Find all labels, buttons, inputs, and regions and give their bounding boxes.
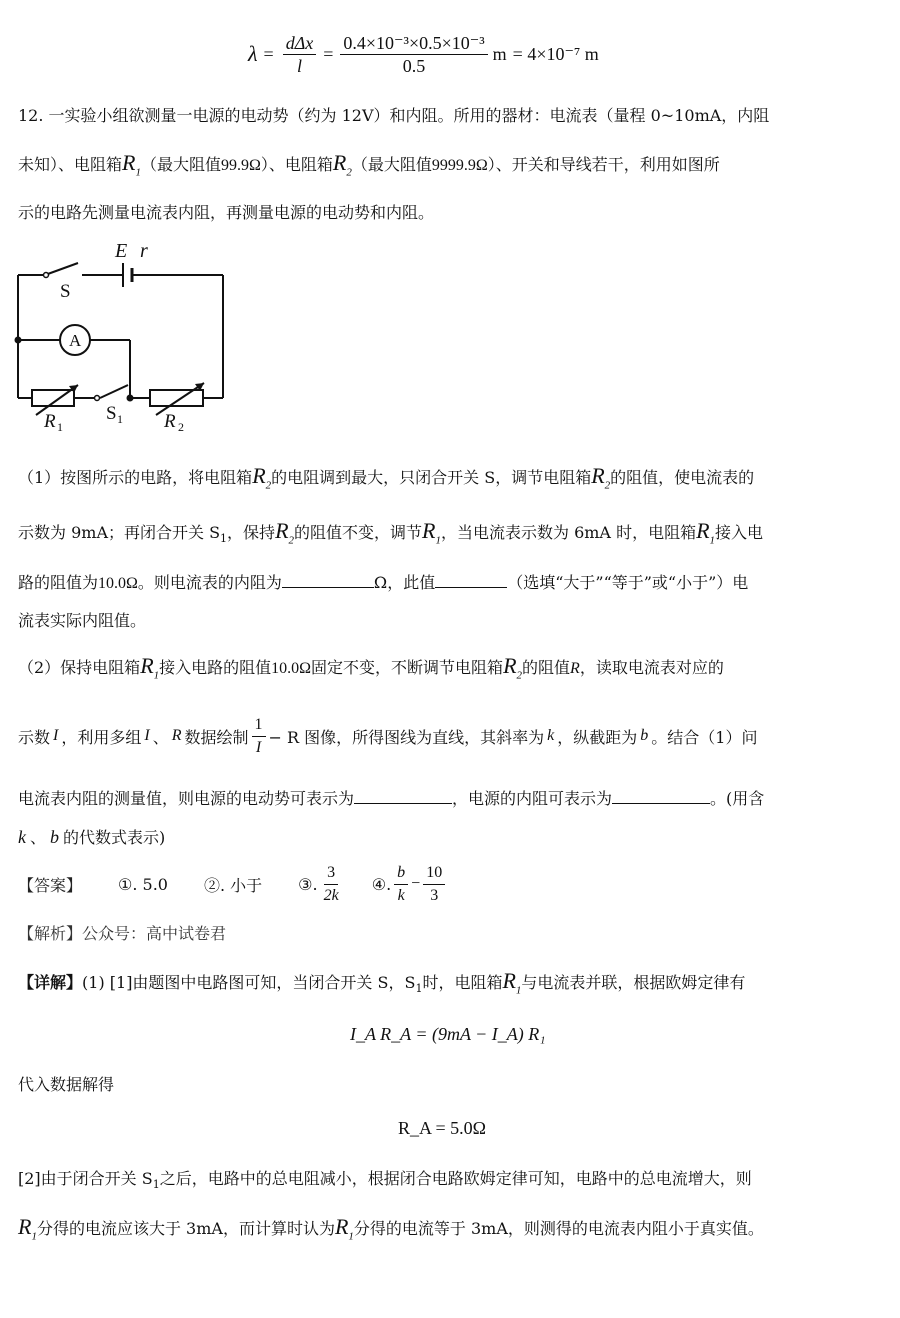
text: 与电流表并联，根据欧姆定律有 [521, 973, 746, 992]
fraction-numerator: b [394, 862, 408, 885]
detail-equation-2: R_A = 5.0Ω [398, 1118, 487, 1138]
fraction-denominator: l [296, 55, 302, 76]
text: 数据绘制 [184, 727, 249, 747]
text: (1) [1]由题图中电路图可知，当闭合开关 S，S [82, 973, 416, 992]
r1-symbol: $R_1$ [18, 1214, 37, 1243]
r1-symbol: $R_1$ [696, 518, 716, 547]
equation-result: = 4×10⁻⁷ m [512, 43, 599, 64]
q12-line1: 12. 一实验小组欲测量一电源的电动势（约为 12V）和内阻。所用的器材：电流表（量程 0~10mA，内阻 [18, 106, 770, 125]
label-A: A [69, 331, 82, 350]
r1-symbol: $R_1$ [140, 653, 160, 682]
lambda-symbol: λ [248, 41, 258, 66]
answer-4-fraction-ten-thirds [423, 862, 445, 907]
label-R2: R [164, 411, 176, 432]
part2-line4 [18, 825, 165, 848]
text: 、 [152, 727, 169, 747]
answer-row [18, 856, 448, 912]
text: （1）按图所示的电路，将电阻箱 [18, 468, 253, 487]
fraction-numerator: dΔx [283, 32, 317, 55]
text: 的阻值 [522, 658, 571, 677]
variable-I: I [144, 727, 150, 744]
circuit-diagram [10, 235, 240, 435]
detail-line3: [2]由于闭合开关 $S_1$之后，电路中的总电阻减小，根据闭合电路欧姆定律可知，电路中的总电流增大，则 [18, 1169, 752, 1192]
text: （2）保持电阻箱 [18, 658, 141, 677]
text: 的阻值不变，调节 [294, 523, 423, 542]
label-r: r [140, 240, 148, 262]
text: 。则电流表的内阻为 [137, 573, 282, 592]
r1-symbol: $R_1$ [422, 518, 441, 547]
answer-4-fraction-b-over-k [394, 862, 408, 907]
text: 的阻值，使电流表的 [610, 468, 755, 487]
analysis-row [18, 921, 226, 944]
text: （最大阻值 [351, 155, 432, 174]
text: 、 [30, 828, 47, 847]
part1-line2: 示数为 9mA；再闭合开关 $S_1$，保持$R_2$的阻值不变，调节$R_1$，当电流表示数为 6mA 时，电阻箱$R_1$接入电 [18, 518, 764, 547]
label-R1-sub: 1 [57, 420, 63, 434]
text: ，纵截距为 [557, 727, 638, 747]
r1-symbol: $R_1$ [122, 150, 141, 179]
r1-max-value: 99.9Ω [220, 157, 261, 174]
detail-line2: 代入数据解得 [18, 1075, 115, 1094]
text: 接入电 [715, 523, 764, 542]
variable-b: b [640, 727, 649, 744]
text: Ω，此值 [373, 573, 436, 592]
fraction-numerator: 3 [324, 862, 338, 885]
text: ）、开关和导线若干，利用如图所 [487, 155, 720, 174]
text: 示数为 9mA；再闭合开关 S [18, 523, 221, 542]
text: （选填“大于”“等于”或“小于”）电 [507, 573, 749, 592]
analysis-text: 公众号：高中试卷君 [82, 924, 227, 943]
text: 分得的电流等于 3mA，则测得的电流表内阻小于真实值。 [353, 1219, 764, 1238]
r2-symbol: $R_2$ [332, 150, 352, 179]
part1-line4: 流表实际内阻值。 [18, 611, 147, 630]
label-S1: S [106, 403, 117, 424]
detail-line1: 【详解】(1) [1]由题图中电路图可知，当闭合开关 S，$S_1$时，电阻箱$R_1$与电流表并联，根据欧姆定律有 [18, 968, 746, 997]
text: 的代数式表示) [63, 828, 166, 847]
variable-R: R [570, 660, 580, 677]
label-S: S [60, 281, 71, 302]
text: − R 图像，所得图线为直线，其斜率为 [268, 727, 545, 747]
fraction-numerator: 10 [423, 862, 445, 885]
fraction-denominator: 0.5 [402, 55, 426, 76]
r2-symbol: $R_2$ [252, 463, 272, 492]
label-S1-sub: 1 [117, 412, 123, 426]
text: 。结合（1）问 [651, 727, 758, 747]
answer-blank-2[interactable] [435, 573, 507, 588]
fraction-one-over-I [252, 714, 266, 759]
text: [2]由于闭合开关 S [18, 1169, 153, 1188]
fraction-denominator: 2k [323, 886, 339, 904]
equals-sign: = [263, 43, 274, 64]
part1-line3 [18, 570, 748, 593]
fraction-numerator: 1 [252, 714, 266, 737]
r2-symbol: $R_2$ [275, 518, 295, 547]
answer-blank-4[interactable] [612, 789, 710, 804]
resistance-value: 10.0Ω [98, 575, 138, 592]
minus-sign: − [411, 875, 421, 892]
text: 时，电阻箱 [422, 973, 503, 992]
variable-b: b [50, 827, 60, 847]
answer-3-label: ③. [298, 874, 318, 894]
variable-R: R [171, 727, 182, 744]
answer-tag: 【答案】 [18, 875, 83, 895]
text: ，当电流表示数为 6mA 时，电阻箱 [440, 523, 697, 542]
text: ，利用多组 [61, 727, 142, 747]
answer-3-fraction [321, 862, 342, 907]
r2-symbol: $R_2$ [591, 463, 611, 492]
text: 分得的电流应该大于 3mA，而计算时认为 [36, 1219, 335, 1238]
text: （最大阻值 [140, 155, 221, 174]
text: 固定不变，不断调节电阻箱 [311, 658, 504, 677]
text: 电流表内阻的测量值，则电源的电动势可表示为 [18, 789, 355, 808]
text: 的电阻调到最大，只闭合开关 S，调节电阻箱 [271, 468, 592, 487]
variable-k: k [18, 827, 26, 847]
equals-sign: = [323, 43, 334, 64]
resistance-value: 10.0Ω [271, 660, 312, 677]
fraction-denominator: k [397, 886, 405, 904]
answer-1: ①. 5.0 [118, 874, 168, 894]
top-equation [248, 24, 599, 84]
answer-2: ②. 小于 [203, 875, 263, 895]
text: ）、电阻箱 [260, 155, 333, 174]
r2-symbol: $R_2$ [503, 653, 523, 682]
answer-blank-3[interactable] [354, 789, 452, 804]
variable-k: k [547, 727, 555, 744]
text: 未知）、电阻箱 [18, 155, 123, 174]
analysis-tag: 【解析】 [18, 924, 83, 943]
fraction-numerator: 0.4×10⁻³×0.5×10⁻³ [340, 32, 487, 55]
r2-max-value: 9999.9Ω [431, 157, 488, 174]
text: ，电源的内阻可表示为 [452, 789, 613, 808]
fraction-numeric [340, 32, 487, 77]
q12-line3: 示的电路先测量电流表内阻，再测量电源的电动势和内阻。 [18, 203, 435, 222]
text: 之后，电路中的总电阻减小，根据闭合电路欧姆定律可知，电路中的总电流增大，则 [159, 1169, 752, 1188]
text: ，保持 [227, 523, 276, 542]
label-E: E [115, 240, 128, 262]
unit-m: m [492, 43, 507, 64]
label-R1: R [44, 411, 56, 432]
r1-symbol: $R_1$ [502, 968, 522, 997]
detail-line4 [18, 1214, 764, 1242]
label-R2-sub: 2 [178, 420, 184, 434]
part2-line2 [18, 712, 757, 760]
detail-equation-1: I_A R_A = (9mA − I_A) R₁ [350, 1024, 546, 1044]
r1-symbol: $R_1$ [334, 1214, 354, 1243]
text: 接入电路的阻值 [159, 658, 272, 677]
fraction-d-dx-over-l [283, 32, 317, 77]
part1-line1 [18, 463, 754, 491]
part2-line3 [18, 786, 764, 809]
q12-line2 [18, 150, 720, 178]
text: 路的阻值为 [18, 573, 99, 592]
fraction-denominator: 3 [430, 886, 439, 904]
text: 示数 [18, 727, 51, 747]
variable-I: I [53, 727, 59, 744]
answer-blank-1[interactable] [282, 573, 374, 588]
text: 。(用含 [710, 789, 765, 808]
part2-line1 [18, 653, 724, 681]
answer-4-label: ④. [371, 874, 392, 894]
fraction-denominator: I [255, 738, 262, 756]
detail-tag: 【详解】 [18, 973, 83, 992]
text: ，读取电流表对应的 [579, 658, 724, 677]
